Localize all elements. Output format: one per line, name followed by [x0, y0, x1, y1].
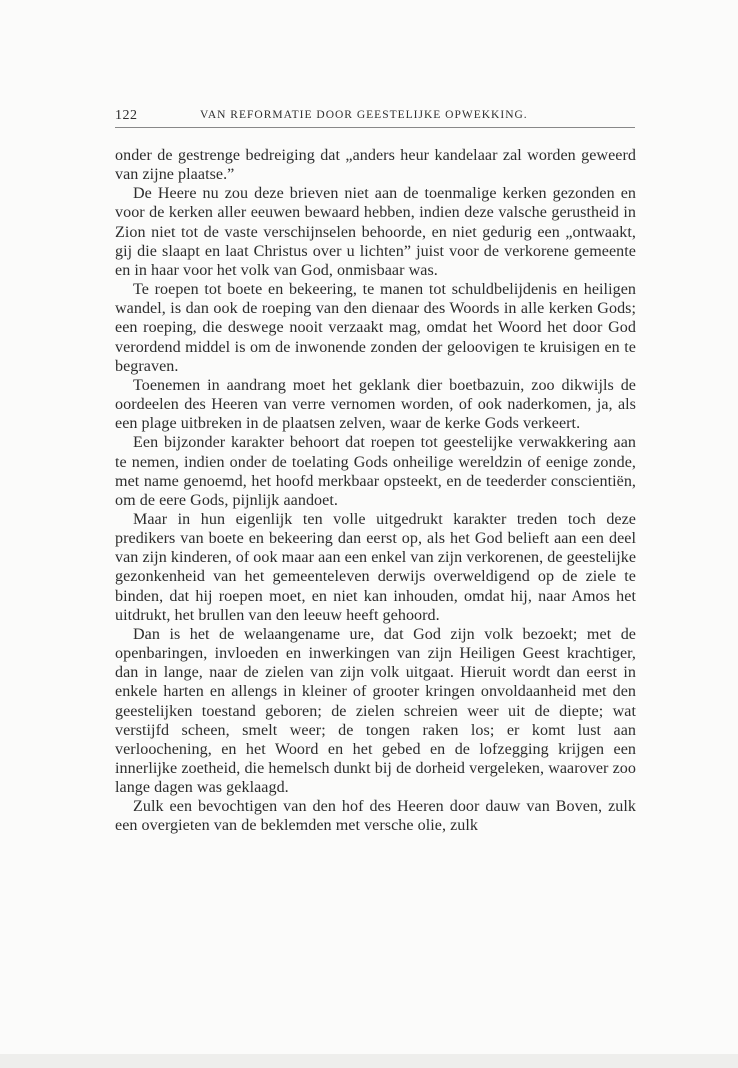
page-header [115, 108, 635, 128]
paragraph-1: onder de gestrenge bedreiging dat „anders heur kandelaar zal worden geweerd van zijne plaatse.” [115, 147, 636, 184]
page-number: 122 [115, 108, 138, 123]
paragraph-7: Dan is het de welaangename ure, dat God zijn volk bezoekt; met de openbaringen, invloeden en inwerkingen van zijn Heiligen Geest krachtiger, dan in lange, naar de zielen van zijn volk uitgaat. Hieruit wordt dan eerst in enkele harten en allengs in kleiner of grooter kringen onvoldaanheid met den geestelijken toestand geboren; de zielen schreien weer uit de diepte; wat verstijfd scheen, smelt weer; de tongen raken los; er komt lust aan verloochening, en het Woord en het gebed en de lofzegging krijgen een innerlijke zoetheid, die hemelsch dunkt bij de dorheid vergeleken, waarover zoo lange dagen was geklaagd. [115, 625, 636, 797]
paragraph-5: Een bijzonder karakter behoort dat roepen tot geestelijke verwakkering aan te nemen, indien onder de toelating Gods onheilige wereldzin of eenige zonde, met name genoemd, het hoofd merkbaar opsteekt, en de teederder conscientiën, om de eere Gods, pijnlijk aandoet. [115, 434, 636, 509]
paragraph-2: De Heere nu zou deze brieven niet aan de toenmalige kerken gezonden en voor de kerken aller eeuwen bewaard hebben, indien deze valsche gerustheid in Zion niet tot de vaste verschijnselen behoorde, en niet gedurig een „ontwaakt, gij die slaapt en laat Christus over u lichten” juist voor de verkorene gemeente en in haar voor het volk van God, onmisbaar was. [115, 185, 636, 279]
paragraph-4: Toenemen in aandrang moet het geklank dier boetbazuin, zoo dikwijls de oordeelen des Heeren van verre vernomen worden, of ook naderkomen, ja, als een plage uitbreken in de plaatsen zelven, waar de kerke Gods verkeert. [115, 376, 636, 433]
header-rule [115, 127, 635, 128]
paragraph-6: Maar in hun eigenlijk ten volle uitgedrukt karakter treden toch deze predikers van boete en bekeering dan eerst op, als het God belieft aan een deel van zijn kinderen, of ook maar aan een enkel van zijn verkorenen, de geestelijke gezonkenheid van het gemeenteleven derwijs overweldigend op de ziele te binden, dat hij roepen moet, en niet kan inhouden, omdat hij, naar Amos het uitdrukt, het brullen van den leeuw heeft gehoord. [115, 510, 637, 624]
body-text [115, 146, 636, 836]
paragraph-3: Te roepen tot boete en bekeering, te manen tot schuldbelijdenis en heiligen wandel, is dan ook de roeping van den dienaar des Woords in alle kerken Gods; een roeping, die deswege nooit verzaakt mag, omdat het Woord het door God verordend middel is om de inwonende zonden der geloovigen te kruisigen en te begraven. [115, 281, 636, 375]
page-bottom-edge [0, 1054, 738, 1068]
paragraph-8: Zulk een bevochtigen van den hof des Heeren door dauw van Boven, zulk een overgieten van de beklemden met versche olie, zulk [115, 798, 636, 835]
running-head: VAN REFORMATIE DOOR GEESTELIJKE OPWEKKING. [200, 109, 528, 121]
